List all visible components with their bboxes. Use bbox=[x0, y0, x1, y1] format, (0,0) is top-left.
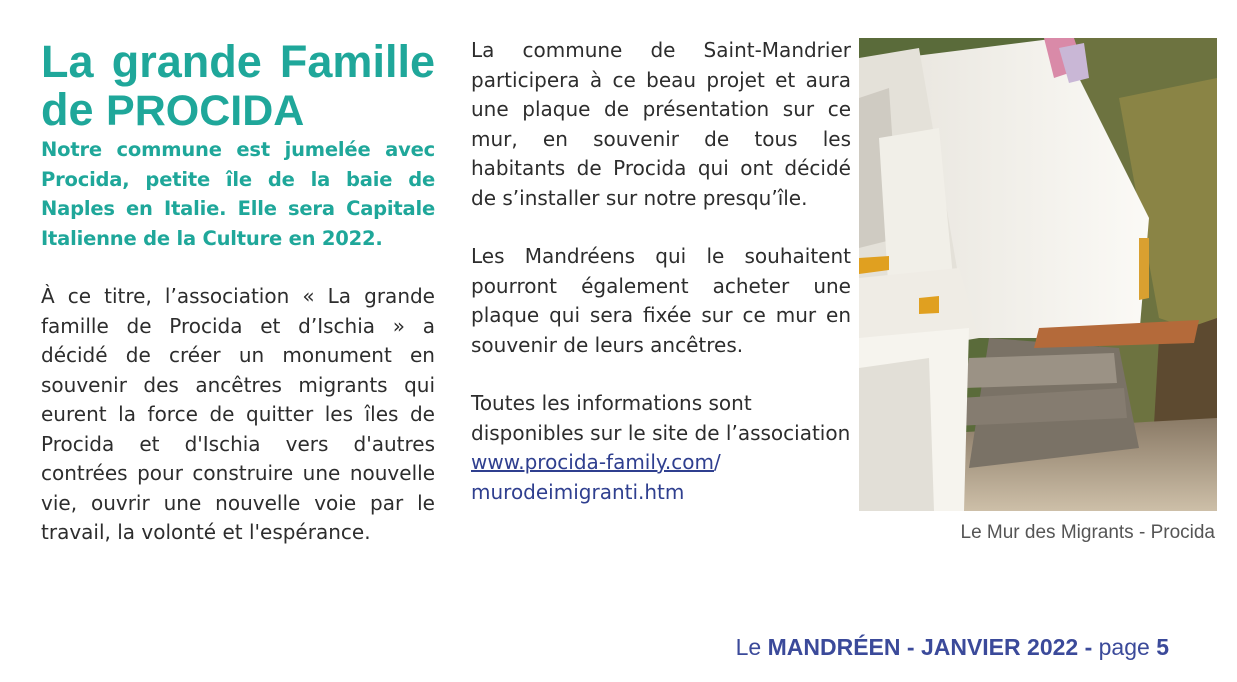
page-title bbox=[41, 38, 435, 135]
title-word-3: Famille bbox=[279, 36, 435, 87]
page-footer bbox=[736, 634, 1169, 661]
footer-le: Le bbox=[735, 634, 762, 660]
title-de: de bbox=[41, 84, 94, 135]
mid-paragraph-2: Les Mandréens qui le souhaitent pourront également acheter une plaque qui sera fixée sur ce mur en souvenir de leurs ancêtres. bbox=[471, 244, 851, 357]
photo-mur-des-migrants bbox=[859, 38, 1217, 511]
mid-paragraph-1: La commune de Saint-Mandrier participera à ce beau projet et aura une plaque de présentation sur ce mur, en souvenir de tous les habitants de Procida qui ont décidé de s’installer sur notre presqu’île. bbox=[471, 38, 851, 210]
footer-page-word: page bbox=[1098, 634, 1150, 660]
photo-caption: Le Mur des Migrants - Procida bbox=[960, 522, 1215, 543]
left-column bbox=[41, 38, 435, 548]
mid-paragraph-3 bbox=[471, 389, 851, 507]
lead-paragraph: Notre commune est jumelée avec Procida, petite île de la baie de Naples en Italie. Elle sera Capitale Italienne de la Culture en 2022. bbox=[41, 138, 435, 250]
info-text: Toutes les informations sont disponibles sur le site de l’association bbox=[471, 391, 851, 445]
footer-page-number: 5 bbox=[1156, 634, 1169, 660]
website-link-path[interactable]: murodeimigranti.htm bbox=[471, 479, 685, 504]
title-word-1: La bbox=[41, 36, 94, 87]
title-word-2: grande bbox=[111, 36, 262, 87]
middle-column bbox=[471, 36, 851, 507]
title-procida: PROCIDA bbox=[106, 87, 305, 135]
website-link[interactable]: www.procida-family.com bbox=[471, 450, 714, 474]
left-paragraph: À ce titre, l’association « La grande famille de Procida et d’Ischia » a décidé de créer un monument en souvenir des ancêtres migrants qui eurent la force de quitter les îles de Procida et d'Ischia vers d'autres contrées pour construire une nouvelle vie, ouvrir une nouvelle voie par le travail, la volonté et l'espérance. bbox=[41, 284, 435, 544]
link-separator: / bbox=[713, 450, 721, 474]
footer-magazine: MANDRÉEN - JANVIER 2022 - bbox=[767, 634, 1093, 660]
